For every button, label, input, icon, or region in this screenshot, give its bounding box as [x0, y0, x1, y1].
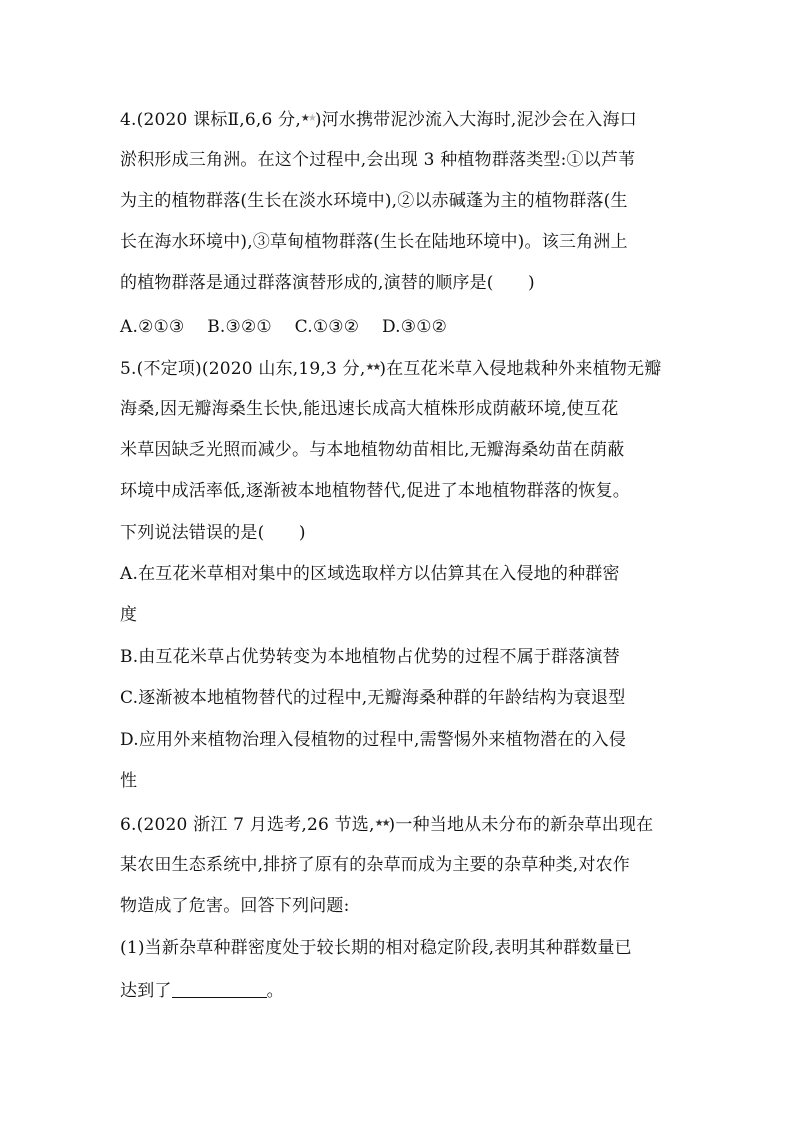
q5-line-2: 海桑,因无瓣海桑生长快,能迅速长成高大植株形成荫蔽环境,使互花: [120, 399, 619, 419]
q6-sub1-line-2: [120, 980, 680, 1002]
difficulty-star-light-icon: ★: [307, 113, 315, 124]
q6-line-3: 物造成了危害。回答下列问题:: [120, 896, 350, 916]
q4-line-1: [120, 108, 680, 131]
difficulty-star-icon: ★: [381, 818, 389, 829]
q5-option-b: B.由互花米草占优势转变为本地植物占优势的过程不属于群落演替: [120, 647, 620, 667]
q5-text: )在互花米草入侵地栽种外来植物无瓣: [379, 359, 662, 379]
q4-line-2: 淤积形成三角洲。在这个过程中,会出现 3 种植物群落类型:①以芦苇: [120, 150, 636, 170]
q5-line-5: 下列说法错误的是( ): [120, 523, 306, 543]
q4-line-3: 为主的植物群落(生长在淡水环境中),②以赤碱蓬为主的植物群落(生: [120, 191, 628, 211]
q6-line-1: [120, 813, 680, 836]
difficulty-star-icon: ★: [374, 818, 382, 829]
q5-line-1: [120, 357, 680, 380]
q5-option-d-2: 性: [120, 771, 138, 791]
q6-sub1-text: 达到了: [120, 981, 172, 1001]
q4-line-5: 的植物群落是通过群落演替形成的,演替的顺序是( ): [120, 273, 535, 293]
q4-options: A.②①③ B.③②① C.①③② D.③①②: [120, 317, 448, 337]
q5-option-a-1: A.在互花米草相对集中的区域选取样方以估算其在入侵地的种群密: [120, 564, 620, 584]
q5-line-4: 环境中成活率低,逐渐被本地植物替代,促进了本地植物群落的恢复。: [120, 481, 631, 501]
answer-blank[interactable]: [172, 983, 267, 998]
q4-text: )河水携带泥沙流入大海时,泥沙会在入海口: [314, 110, 637, 130]
q6-sub1-line-1: (1)当新杂草种群密度处于较长期的相对稳定阶段,表明其种群数量已: [120, 938, 632, 958]
q4-line-4: 长在海水环境中),③草甸植物群落(生长在陆地环境中)。该三角洲上: [120, 232, 628, 252]
q6-line-2: 某农田生态系统中,排挤了原有的杂草而成为主要的杂草种类,对农作: [120, 855, 631, 875]
difficulty-star-icon: ★: [372, 362, 380, 373]
difficulty-star-icon: ★: [300, 113, 308, 124]
q4-source: 4.(2020 课标Ⅱ,6,6 分,: [120, 110, 301, 130]
q6-text: )一种当地从未分布的新杂草出现在: [388, 815, 654, 835]
q5-source: 5.(不定项)(2020 山东,19,3 分,: [120, 359, 366, 379]
q5-option-d-1: D.应用外来植物治理入侵植物的过程中,需警惕外来植物潜在的入侵: [120, 730, 627, 750]
q5-option-a-2: 度: [120, 605, 138, 625]
q6-source: 6.(2020 浙江 7 月选考,26 节选,: [120, 815, 375, 835]
q5-line-3: 米草因缺乏光照而减少。与本地植物幼苗相比,无瓣海桑幼苗在荫蔽: [120, 440, 625, 460]
q6-sub1-period: 。: [266, 981, 284, 1001]
q5-option-c: C.逐渐被本地植物替代的过程中,无瓣海桑种群的年龄结构为衰退型: [120, 688, 626, 708]
difficulty-star-icon: ★: [365, 362, 373, 373]
